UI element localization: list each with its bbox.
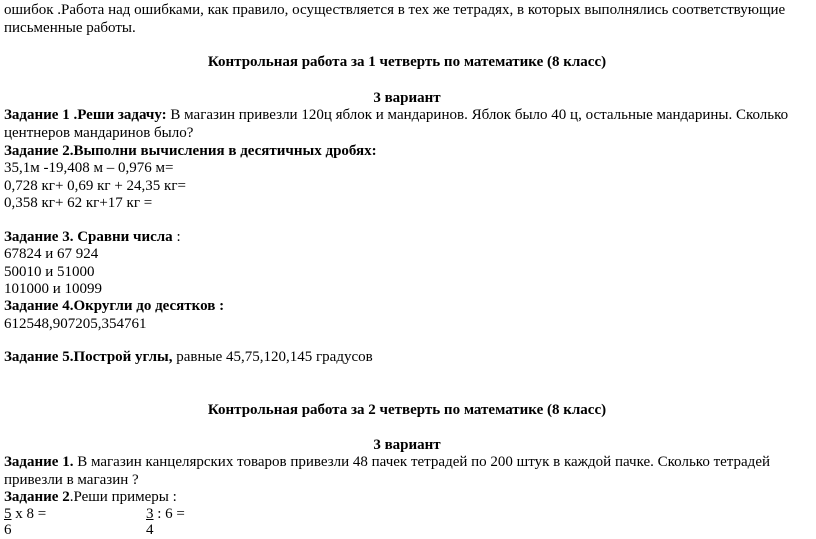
test1-task1-line-2: центнеров мандаринов было? [4, 125, 194, 141]
task-suffix: : [172, 229, 181, 245]
task-label: Задание 1. [4, 454, 74, 470]
task-text: .Реши примеры : [69, 489, 177, 505]
test2-task2 [4, 488, 177, 506]
test1-task4-label: Задание 4.Округли до десятков : [4, 298, 225, 314]
test1-task5 [4, 348, 373, 366]
task-text: В магазин привезли 120ц яблок и мандаринов. Яблок было 40 ц, остальные мандарины. Сколько [166, 107, 789, 123]
test1-task2-label: Задание 2.Выполни вычисления в десятичных дробях: [4, 143, 377, 159]
test2-task1 [4, 453, 770, 471]
fraction-2-denominator: 4 [146, 522, 154, 538]
test1-task3-item-2: 50010 и 51000 [4, 264, 95, 280]
test1-task3-item-3: 101000 и 10099 [4, 281, 103, 297]
intro-text-line-1: ошибок .Работа над ошибками, как правило, осуществляется в тех же тетрадях, в которых выполнялись соответствующие [4, 2, 786, 18]
task-text: В магазин канцелярских товаров привезли 48 пачек тетрадей по 200 штук в каждой пачке. Сколько тетрадей [73, 454, 771, 470]
fraction-2-numerator: 3 [146, 506, 154, 522]
fraction-1-operation: х 8 = [11, 506, 47, 522]
test1-task2-item-2: 0,728 кг+ 0,69 кг + 24,35 кг= [4, 178, 186, 194]
test1-task1 [4, 106, 788, 124]
test1-title: Контрольная работа за 1 четверть по математике (8 класс) [207, 54, 607, 70]
test1-task2-item-3: 0,358 кг+ 62 кг+17 кг = [4, 195, 153, 211]
test2-title: Контрольная работа за 2 четверть по математике (8 класс) [207, 402, 607, 418]
test2-task1-line-2: привезли в магазин ? [4, 472, 139, 488]
task-text: равные 45,75,120,145 градусов [172, 349, 373, 365]
task-label: Задание 3. Сравни числа [4, 229, 173, 245]
task-label: Задание 2 [4, 489, 70, 505]
test1-task2-item-1: 35,1м -19,408 м – 0,976 м= [4, 160, 174, 176]
test1-variant: 3 вариант [373, 90, 441, 106]
intro-text-line-2: письменные работы. [4, 20, 136, 36]
test1-task3 [4, 228, 181, 246]
test1-task3-item-1: 67824 и 67 924 [4, 246, 99, 262]
task-label: Задание 5.Построй углы, [4, 349, 173, 365]
task-label: Задание 1 .Реши задачу: [4, 107, 167, 123]
test2-variant: 3 вариант [373, 437, 441, 453]
fraction-2-operation: : 6 = [153, 506, 185, 522]
fraction-1-numerator: 5 [4, 506, 12, 522]
test1-task4-item-1: 612548,907205,354761 [4, 316, 147, 332]
fraction-1-denominator: 6 [4, 522, 12, 538]
